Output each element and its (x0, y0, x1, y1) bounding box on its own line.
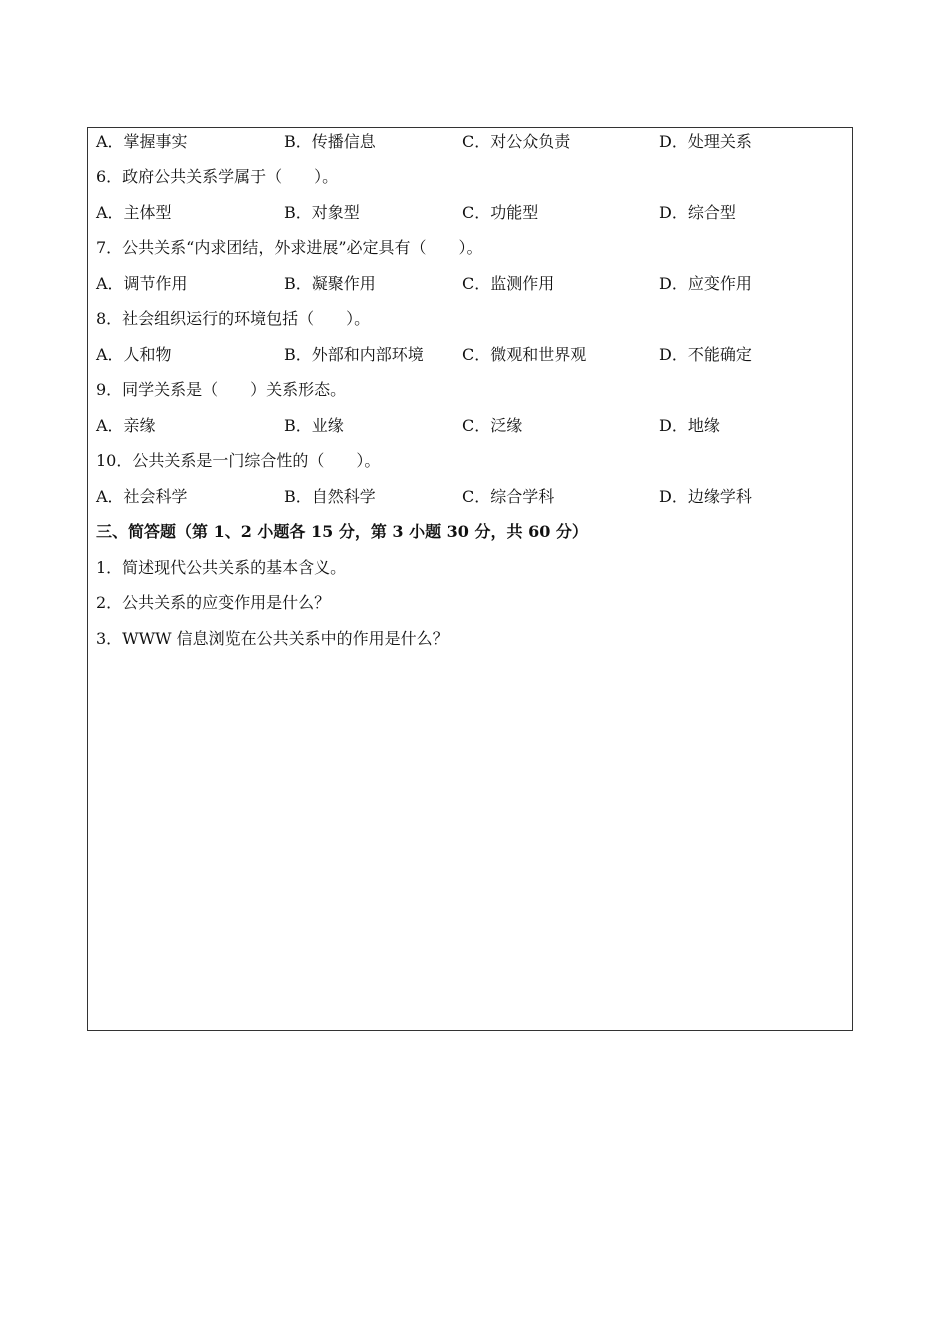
q10-option-c[interactable]: C．综合学科 (462, 487, 555, 506)
q9-option-c[interactable]: C．泛缘 (462, 416, 523, 435)
q8-option-c[interactable]: C．微观和世界观 (462, 345, 587, 364)
q6-option-d[interactable]: D．综合型 (659, 203, 736, 222)
q10-option-a[interactable]: A．社会科学 (96, 487, 188, 506)
q10-stem: 10．公共关系是一门综合性的（ ）。 (96, 451, 381, 470)
q7-option-c[interactable]: C．监测作用 (462, 274, 555, 293)
q8-stem: 8．社会组织运行的环境包括（ ）。 (96, 309, 371, 328)
q5-option-d[interactable]: D．处理关系 (659, 132, 752, 151)
q6-option-c[interactable]: C．功能型 (462, 203, 539, 222)
q9-option-a[interactable]: A．亲缘 (96, 416, 156, 435)
q9-option-d[interactable]: D．地缘 (659, 416, 720, 435)
short-answer-question-3: 3．WWW 信息浏览在公共关系中的作用是什么？ (96, 629, 449, 648)
q8-option-b[interactable]: B．外部和内部环境 (284, 345, 424, 364)
q9-option-b[interactable]: B．业缘 (284, 416, 344, 435)
q6-option-a[interactable]: A．主体型 (96, 203, 172, 222)
q7-option-b[interactable]: B．凝聚作用 (284, 274, 376, 293)
short-answer-question-1: 1．简述现代公共关系的基本含义。 (96, 558, 347, 577)
q7-option-d[interactable]: D．应变作用 (659, 274, 752, 293)
q6-option-b[interactable]: B．对象型 (284, 203, 360, 222)
q10-option-d[interactable]: D．边缘学科 (659, 487, 752, 506)
short-answer-question-2: 2．公共关系的应变作用是什么？ (96, 593, 331, 612)
q6-stem: 6．政府公共关系学属于（ ）。 (96, 167, 339, 186)
section-3-heading: 三、简答题（第 1、2 小题各 15 分，第 3 小题 30 分，共 60 分） (96, 522, 588, 541)
q5-option-b[interactable]: B．传播信息 (284, 132, 376, 151)
q5-option-c[interactable]: C．对公众负责 (462, 132, 571, 151)
q9-stem: 9．同学关系是（ ）关系形态。 (96, 380, 347, 399)
q8-option-a[interactable]: A．人和物 (96, 345, 172, 364)
q7-stem: 7．公共关系“内求团结，外求进展”必定具有（ ）。 (96, 238, 483, 257)
q5-option-a[interactable]: A．掌握事实 (96, 132, 188, 151)
q10-option-b[interactable]: B．自然科学 (284, 487, 376, 506)
q7-option-a[interactable]: A．调节作用 (96, 274, 188, 293)
q8-option-d[interactable]: D．不能确定 (659, 345, 752, 364)
